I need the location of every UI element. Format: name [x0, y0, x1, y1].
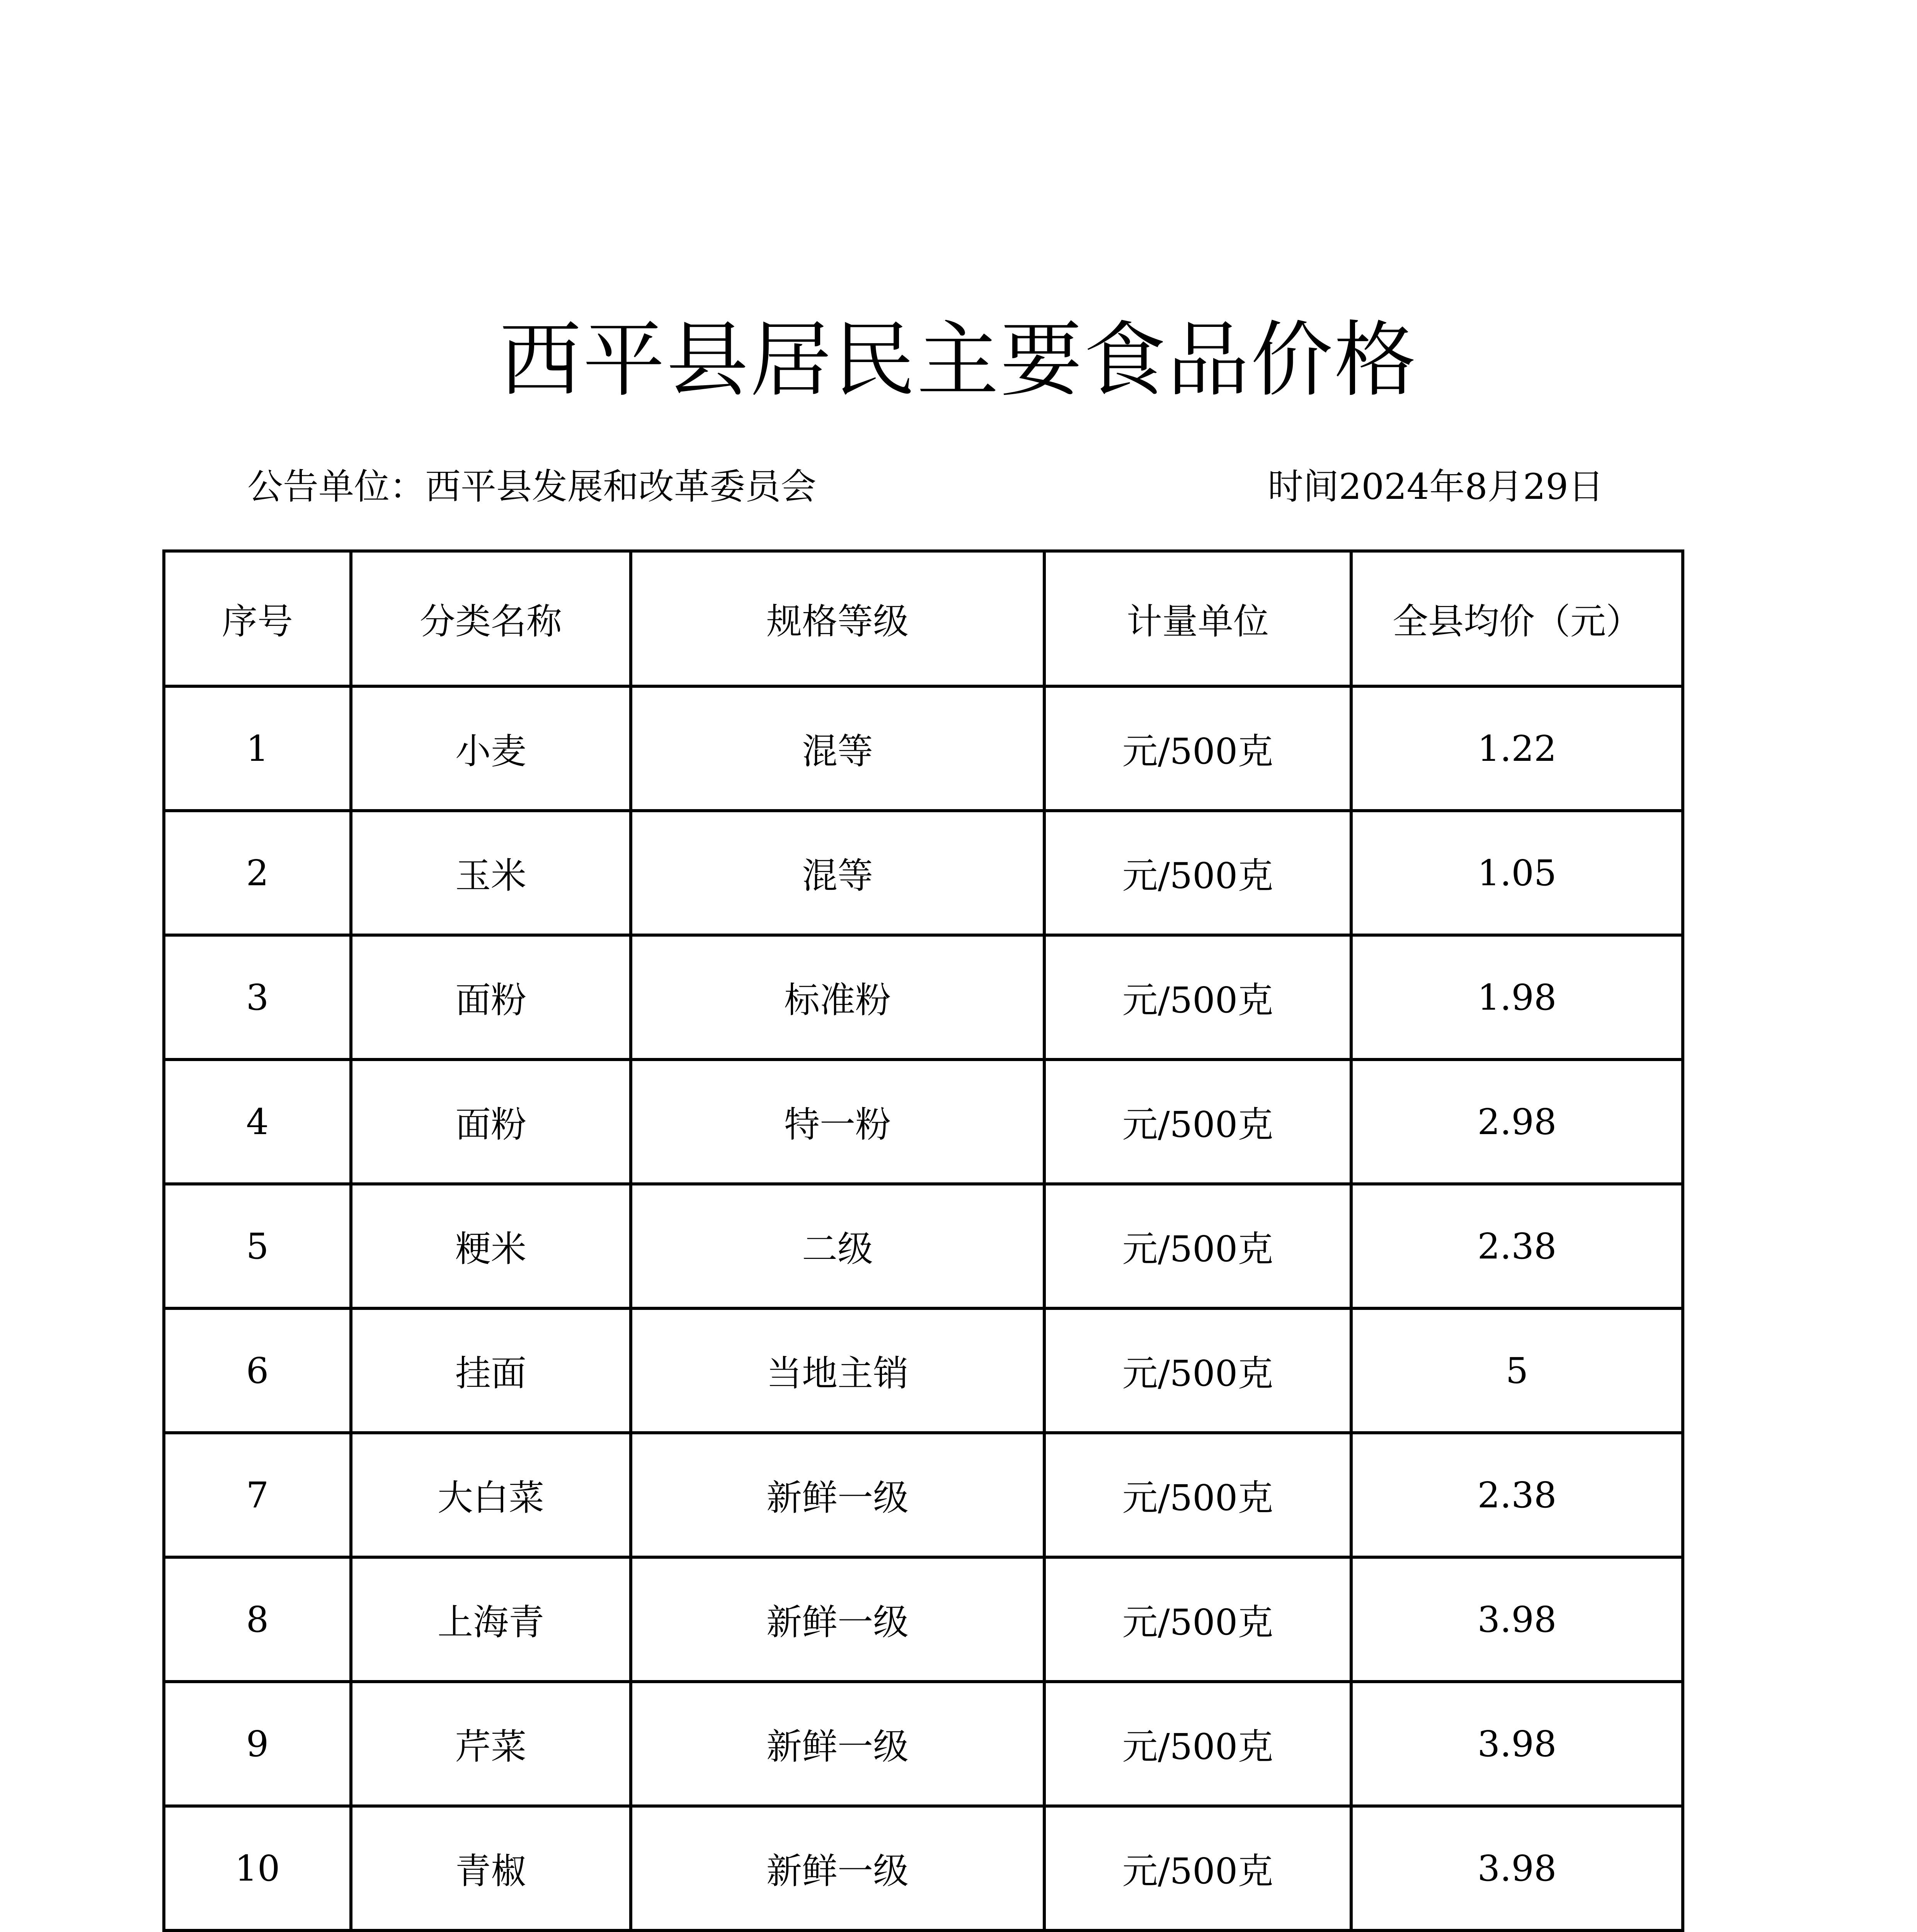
table-header-row	[164, 551, 1683, 686]
cell-grade: 二级	[631, 1184, 1044, 1308]
cell-price: 1.22	[1351, 686, 1683, 811]
cell-grade: 混等	[631, 686, 1044, 811]
cell-grade: 新鲜一级	[631, 1682, 1044, 1806]
cell-unit: 元/500克	[1044, 1060, 1351, 1184]
header-grade: 规格等级	[631, 551, 1044, 686]
cell-index: 3	[164, 935, 351, 1060]
cell-index	[164, 1930, 351, 1932]
cell-category: 面粉	[351, 1060, 631, 1184]
cell-category: 玉米	[351, 811, 631, 935]
price-table	[162, 549, 1684, 1932]
table-row	[164, 1930, 1683, 1932]
cell-grade: 标准粉	[631, 935, 1044, 1060]
cell-price: 3.98	[1351, 1806, 1683, 1930]
cell-category: 面粉	[351, 935, 631, 1060]
cell-index: 6	[164, 1308, 351, 1433]
cell-unit: 元/500克	[1044, 686, 1351, 811]
table-row	[164, 686, 1683, 811]
cell-unit: 元/500克	[1044, 1557, 1351, 1682]
cell-grade: 新鲜一级	[631, 1557, 1044, 1682]
cell-index: 9	[164, 1682, 351, 1806]
cell-price: 2.38	[1351, 1184, 1683, 1308]
table-row	[164, 1433, 1683, 1557]
header-avg-price: 全县均价（元）	[1351, 551, 1683, 686]
cell-category: 上海青	[351, 1557, 631, 1682]
cell-unit: 元/500克	[1044, 811, 1351, 935]
cell-index: 2	[164, 811, 351, 935]
table-row	[164, 1308, 1683, 1433]
cell-grade: 当地主销	[631, 1308, 1044, 1433]
cell-unit: 元/500克	[1044, 1308, 1351, 1433]
cell-index: 8	[164, 1557, 351, 1682]
header-category: 分类名称	[351, 551, 631, 686]
cell-category	[351, 1930, 631, 1932]
table-row	[164, 1806, 1683, 1930]
cell-unit: 元/500克	[1044, 1184, 1351, 1308]
cell-category: 挂面	[351, 1308, 631, 1433]
cell-category: 青椒	[351, 1806, 631, 1930]
cell-index: 1	[164, 686, 351, 811]
table-row	[164, 1682, 1683, 1806]
cell-category: 粳米	[351, 1184, 631, 1308]
cell-price	[1351, 1930, 1683, 1932]
table-row	[164, 1060, 1683, 1184]
cell-index: 10	[164, 1806, 351, 1930]
cell-price: 1.05	[1351, 811, 1683, 935]
cell-grade	[631, 1930, 1044, 1932]
header-index: 序号	[164, 551, 351, 686]
cell-category: 芹菜	[351, 1682, 631, 1806]
page-title: 西平县居民主要食品价格	[499, 312, 1418, 408]
table-row	[164, 1184, 1683, 1308]
date-label: 时间2024年8月29日	[1268, 466, 1604, 507]
cell-category: 小麦	[351, 686, 631, 811]
cell-unit: 元/500克	[1044, 1682, 1351, 1806]
cell-unit: 元/500克	[1044, 1806, 1351, 1930]
cell-category: 大白菜	[351, 1433, 631, 1557]
cell-unit	[1044, 1930, 1351, 1932]
cell-price: 3.98	[1351, 1557, 1683, 1682]
header-unit: 计量单位	[1044, 551, 1351, 686]
cell-price: 2.98	[1351, 1060, 1683, 1184]
table-row	[164, 935, 1683, 1060]
cell-index: 7	[164, 1433, 351, 1557]
table-row	[164, 1557, 1683, 1682]
cell-unit: 元/500克	[1044, 935, 1351, 1060]
cell-grade: 新鲜一级	[631, 1433, 1044, 1557]
cell-price: 1.98	[1351, 935, 1683, 1060]
cell-grade: 特一粉	[631, 1060, 1044, 1184]
cell-unit: 元/500克	[1044, 1433, 1351, 1557]
cell-price: 3.98	[1351, 1682, 1683, 1806]
cell-index: 5	[164, 1184, 351, 1308]
cell-index: 4	[164, 1060, 351, 1184]
cell-price: 2.38	[1351, 1433, 1683, 1557]
table-row	[164, 811, 1683, 935]
cell-price: 5	[1351, 1308, 1683, 1433]
cell-grade: 混等	[631, 811, 1044, 935]
cell-grade: 新鲜一级	[631, 1806, 1044, 1930]
publisher-label: 公告单位：西平县发展和改革委员会	[247, 466, 817, 507]
